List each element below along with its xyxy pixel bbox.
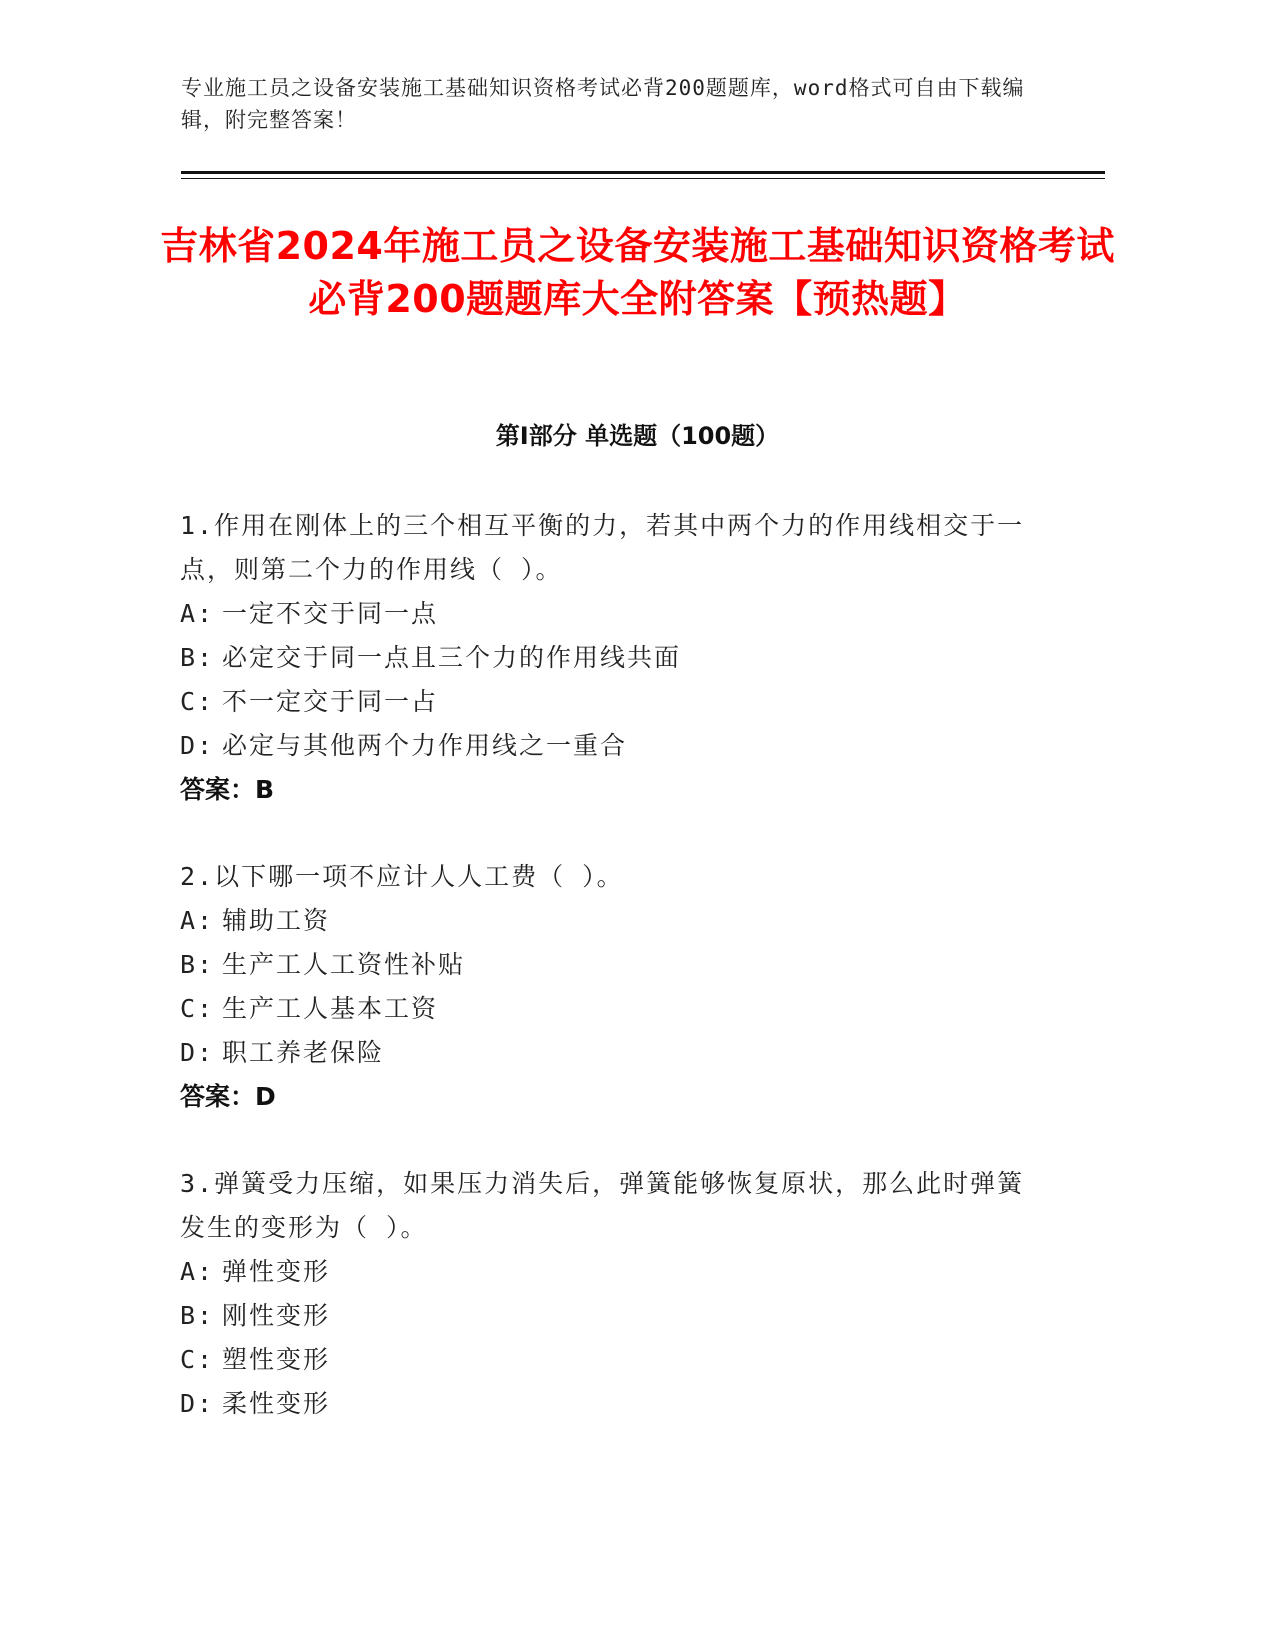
option-c [180, 680, 1050, 724]
option-letter: D: [180, 1038, 215, 1067]
option-letter: D: [180, 731, 215, 760]
option-c [180, 987, 1050, 1031]
option-letter: B: [180, 643, 215, 672]
answer-line: 答案：B [180, 775, 275, 804]
option-letter: C: [180, 1345, 215, 1374]
header-note: 专业施工员之设备安装施工基础知识资格考试必背200题题库，word格式可自由下载编辑，附完整答案！ [181, 76, 1025, 132]
header-rule-thick [181, 171, 1105, 174]
option-letter: B: [180, 1301, 215, 1330]
section-heading: 第I部分 单选题（100题） [495, 422, 780, 450]
option-text: 必定交于同一点且三个力的作用线共面 [222, 643, 682, 672]
option-a [180, 899, 1050, 943]
option-text: 辅助工资 [222, 906, 331, 935]
option-text: 刚性变形 [222, 1301, 331, 1330]
option-b [180, 943, 1050, 987]
option-a [180, 1250, 1050, 1294]
option-letter: C: [180, 994, 215, 1023]
answer-line: 答案：D [180, 1082, 276, 1111]
option-b [180, 636, 1050, 680]
question-text: 2.以下哪一项不应计人人工费（ ）。 [180, 862, 624, 891]
question-text: 1.作用在刚体上的三个相互平衡的力，若其中两个力的作用线相交于一点，则第二个力的作用线（ ）。 [180, 511, 1025, 584]
option-text: 弹性变形 [222, 1257, 331, 1286]
option-d [180, 1382, 1050, 1426]
header-rule-thin [181, 178, 1105, 179]
option-letter: C: [180, 687, 215, 716]
option-b [180, 1294, 1050, 1338]
option-d [180, 1031, 1050, 1075]
option-text: 生产工人工资性补贴 [222, 950, 466, 979]
option-d [180, 724, 1050, 768]
option-letter: A: [180, 599, 215, 628]
question-item [180, 855, 1050, 1119]
option-letter: D: [180, 1389, 215, 1418]
option-text: 柔性变形 [222, 1389, 331, 1418]
question-item [180, 504, 1050, 812]
option-letter: A: [180, 1257, 215, 1286]
option-text: 一定不交于同一点 [222, 599, 439, 628]
question-list [180, 504, 1050, 1469]
question-text: 3.弹簧受力压缩，如果压力消失后，弹簧能够恢复原状，那么此时弹簧发生的变形为（ ）。 [180, 1169, 1025, 1242]
option-letter: A: [180, 906, 215, 935]
option-a [180, 592, 1050, 636]
option-letter: B: [180, 950, 215, 979]
question-item [180, 1162, 1050, 1426]
option-text: 不一定交于同一占 [222, 687, 439, 716]
option-text: 塑性变形 [222, 1345, 331, 1374]
option-text: 必定与其他两个力作用线之一重合 [222, 731, 628, 760]
document-title: 吉林省2024年施工员之设备安装施工基础知识资格考试必背200题题库大全附答案【预热题】 [160, 224, 1115, 321]
option-text: 职工养老保险 [222, 1038, 385, 1067]
option-c [180, 1338, 1050, 1382]
option-text: 生产工人基本工资 [222, 994, 439, 1023]
